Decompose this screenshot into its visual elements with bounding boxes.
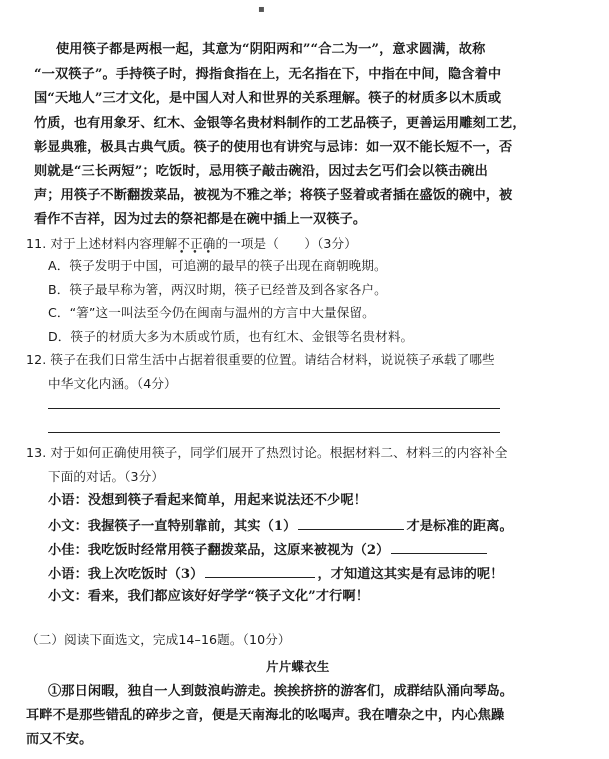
article-paragraph-line: 而又不安。: [26, 732, 93, 747]
question-stem: 12. 筷子在我们日常生活中占据着很重要的位置。请结合材料，说说筷子承载了哪些: [26, 352, 495, 367]
option-d: D．筷子的材质大多为木质或竹质，也有红木、金银等名贵材料。: [48, 329, 414, 344]
dialogue-text: 小语：我上次吃饭时（3）: [48, 567, 204, 582]
dialogue-line: [48, 541, 489, 559]
blank-2[interactable]: [391, 541, 487, 554]
stem-before: 11. 对于上述材料内容理解: [26, 236, 178, 251]
emphasis-dots: •••: [179, 248, 219, 258]
dialogue-text: 才是标准的距离。: [406, 519, 513, 534]
stem-emphasis: 不正确: [177, 236, 216, 251]
dialogue-line: [48, 565, 503, 583]
option-c: C．“箸”这一叫法至今仍在闽南与温州的方言中大量保留。: [48, 305, 375, 320]
question-stem: 13. 对于如何正确使用筷子，同学们展开了热烈讨论。根据材料二、材料三的内容补全: [26, 445, 508, 460]
dialogue-text: 小文：我握筷子一直特别靠前，其实（1）: [48, 519, 297, 534]
article-paragraph-line: 耳畔不是那些错乱的碎步之音，便是天南海北的吆喝声。我在嘈杂之中，内心焦躁: [26, 708, 505, 723]
passage-line: “一双筷子”。手持筷子时，拇指食指在上，无名指在下，中指在中间，隐含着中: [34, 67, 502, 82]
dialogue-text: 小佳：我吃饭时经常用筷子翻拨菜品，这原来被视为（2）: [48, 543, 390, 558]
dialogue-text: ，才知道这其实是有忌讳的呢！: [317, 567, 504, 582]
page-mark: ▪: [258, 4, 265, 15]
passage-line: 则就是“三长两短”；吃饭时，忌用筷子敲击碗沿，因过去乞丐们会以筷击碗出: [34, 164, 488, 179]
dialogue-line: [48, 517, 513, 535]
dialogue-line: 小语：没想到筷子看起来简单，用起来说法还不少呢！: [48, 493, 367, 508]
answer-line[interactable]: [48, 432, 500, 433]
dialogue-line: 小文：看来，我们都应该好好学学“筷子文化”才行啊！: [48, 589, 369, 604]
section-heading: （二）阅读下面选文，完成14–16题。（10分）: [26, 632, 291, 647]
blank-3[interactable]: [205, 565, 315, 578]
passage-line: 彰显典雅，极具古典气质。筷子的使用也有讲究与忌讳：如一双不能长短不一，否: [34, 140, 513, 155]
article-title: 片片蝶衣生: [266, 659, 330, 674]
stem-after: 的一项是（ ）（3分）: [215, 236, 357, 251]
answer-line[interactable]: [48, 408, 500, 409]
option-b: B．筷子最早称为箸，两汉时期，筷子已经普及到各家各户。: [48, 282, 387, 297]
option-a: A．筷子发明于中国，可追溯的最早的筷子出现在商朝晚期。: [48, 258, 387, 273]
blank-1[interactable]: [298, 517, 404, 530]
passage-line: 看作不吉祥，因为过去的祭祀都是在碗中插上一双筷子。: [34, 212, 367, 227]
question-stem: 下面的对话。（3分）: [48, 469, 165, 484]
question-stem: 中华文化内涵。（4分）: [48, 376, 177, 391]
article-paragraph-line: ①那日闲暇，独自一人到鼓浪屿游走。挨挨挤挤的游客们，成群结队涌向琴岛。: [48, 684, 514, 699]
passage-line: 国“天地人”三才文化，是中国人对人和世界的关系理解。筷子的材质多以木质或: [34, 91, 502, 106]
passage-line: 使用筷子都是两根一起，其意为“阴阳两和”“合二为一”，意求圆满，故称: [56, 42, 486, 57]
passage-line: 声；用筷子不断翻拨菜品，被视为不雅之举；将筷子竖着或者插在盛饭的碗中，被: [34, 188, 513, 203]
passage-line: 竹质，也有用象牙、红木、金银等名贵材料制作的工艺品筷子，更善运用雕刻工艺，: [34, 116, 526, 131]
